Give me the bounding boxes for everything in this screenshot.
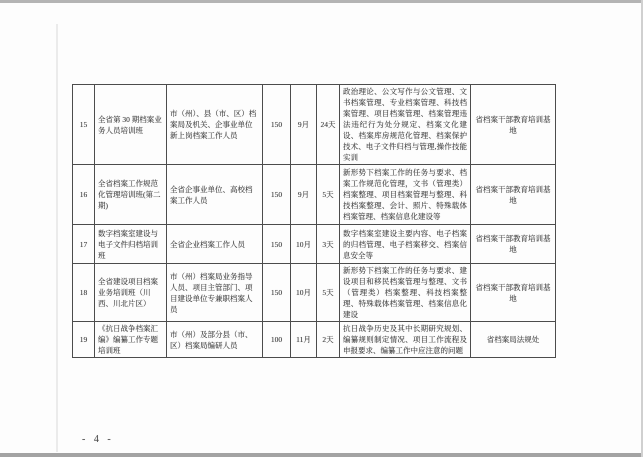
cell-days: 2天 bbox=[317, 322, 340, 358]
cell-no: 16 bbox=[73, 165, 95, 225]
cell-no: 17 bbox=[73, 225, 95, 264]
cell-days: 3天 bbox=[317, 225, 340, 264]
cell-organizer: 省档案局法规处 bbox=[471, 322, 556, 358]
training-schedule-table bbox=[72, 84, 556, 358]
table-row bbox=[73, 85, 556, 165]
cell-organizer: 省档案干部教育培训基地 bbox=[471, 225, 556, 264]
cell-class-name: 数字档案室建设与电子文件归档培训班 bbox=[95, 225, 167, 264]
cell-days: 24天 bbox=[317, 85, 340, 165]
cell-month: 10月 bbox=[291, 264, 317, 322]
table-row bbox=[73, 264, 556, 322]
cell-month: 9月 bbox=[291, 165, 317, 225]
cell-organizer: 省档案干部教育培训基地 bbox=[471, 165, 556, 225]
table-row bbox=[73, 165, 556, 225]
scan-edge-bottom bbox=[0, 453, 643, 457]
cell-month: 9月 bbox=[291, 85, 317, 165]
cell-content: 数字档案室建设主要内容、电子档案的归档管理、电子档案移交、档案信息安全等 bbox=[340, 225, 471, 264]
scan-edge-top bbox=[0, 0, 643, 3]
scan-fold-line bbox=[56, 24, 58, 452]
cell-content: 新形势下档案工作的任务与要求、档案工作规范化管理，文书（管理类）档案整理、项目档案管理与整理、科技档案整理、会计、照片、特殊载体档案管理、档案信息化建设等 bbox=[340, 165, 471, 225]
page-number: - 4 - bbox=[82, 434, 114, 445]
cell-trainees: 全省企事业单位、高校档案工作人员 bbox=[167, 165, 263, 225]
cell-days: 5天 bbox=[317, 264, 340, 322]
cell-days: 5天 bbox=[317, 165, 340, 225]
cell-count: 150 bbox=[263, 264, 291, 322]
cell-count: 100 bbox=[263, 322, 291, 358]
cell-trainees: 市（州）、县（市、区）档案局及机关、企事业单位新上岗档案工作人员 bbox=[167, 85, 263, 165]
cell-class-name: 全省建设项目档案业务培训班（川西、川北片区） bbox=[95, 264, 167, 322]
cell-organizer: 省档案干部教育培训基地 bbox=[471, 85, 556, 165]
cell-trainees: 市（州）档案局业务指导人员、项目主管部门、项目建设单位专兼职档案人员 bbox=[167, 264, 263, 322]
cell-content: 新形势下档案工作的任务与要求、建设项目和移民档案管理与整理、文书（管理类）档案整理、科技档案整理、特殊载体档案管理、档案信息化建设 bbox=[340, 264, 471, 322]
cell-content: 抗日战争历史及其中长期研究规划、编纂规则制定情况、项目工作流程及申报要求、编纂工作中应注意的问题 bbox=[340, 322, 471, 358]
cell-content: 政治理论、公文写作与公文管理、文书档案管理、专业档案管理、科技档案管理、项目档案管理、档案管理违法违纪行为处分规定、档案文化建设、档案库房规范化管理、档案保护技术、电子文件归档与管理,操作技能实训 bbox=[340, 85, 471, 165]
cell-count: 150 bbox=[263, 165, 291, 225]
cell-class-name: 《抗日战争档案汇编》编纂工作专题培训班 bbox=[95, 322, 167, 358]
cell-month: 10月 bbox=[291, 225, 317, 264]
cell-trainees: 全省企业档案工作人员 bbox=[167, 225, 263, 264]
cell-no: 15 bbox=[73, 85, 95, 165]
table-row bbox=[73, 322, 556, 358]
cell-organizer: 省档案干部教育培训基地 bbox=[471, 264, 556, 322]
cell-class-name: 全省档案工作规范化管理培训班(第二期) bbox=[95, 165, 167, 225]
table-row bbox=[73, 225, 556, 264]
cell-no: 19 bbox=[73, 322, 95, 358]
cell-month: 11月 bbox=[291, 322, 317, 358]
cell-count: 150 bbox=[263, 85, 291, 165]
cell-class-name: 全省第 30 期档案业务人员培训班 bbox=[95, 85, 167, 165]
cell-no: 18 bbox=[73, 264, 95, 322]
cell-count: 150 bbox=[263, 225, 291, 264]
cell-trainees: 市（州）及部分县（市、区）档案局编研人员 bbox=[167, 322, 263, 358]
